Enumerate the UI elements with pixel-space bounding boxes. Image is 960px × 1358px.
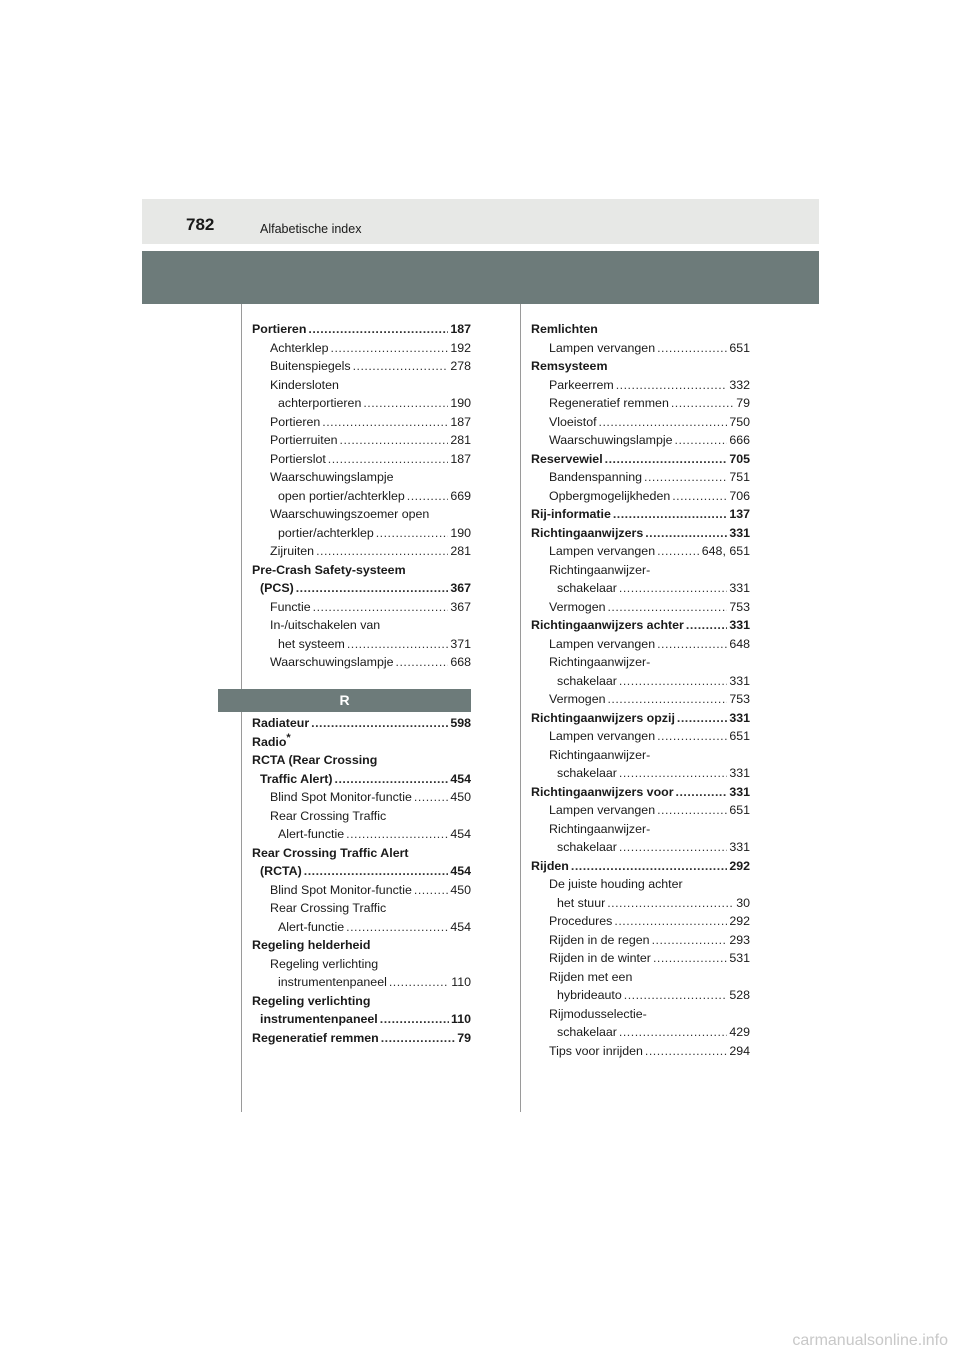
page-reference: 110 bbox=[451, 975, 471, 989]
entry-term: portier/achterklep bbox=[278, 525, 374, 540]
index-subentry bbox=[252, 899, 471, 918]
index-subentry bbox=[531, 635, 750, 654]
dot-leader bbox=[605, 450, 728, 469]
dot-leader bbox=[657, 635, 727, 654]
entry-term: het systeem bbox=[278, 636, 345, 651]
entry-term: Alert-functie bbox=[278, 919, 345, 934]
entry-term: Richtingaanwijzer- bbox=[549, 562, 651, 577]
dot-leader bbox=[657, 542, 700, 561]
page-reference: 450 bbox=[450, 790, 471, 804]
page-reference: 367 bbox=[450, 581, 471, 595]
dot-leader bbox=[599, 413, 728, 432]
entry-term: Remsysteem bbox=[531, 359, 608, 373]
entry-term: Rear Crossing Traffic bbox=[270, 808, 387, 823]
page-reference: 751 bbox=[729, 470, 750, 484]
entry-term: Waarschuwingslampje bbox=[270, 655, 394, 669]
index-subentry bbox=[252, 505, 471, 524]
entry-term: Lampen vervangen bbox=[549, 729, 656, 743]
entry-term: Reservewiel bbox=[531, 451, 603, 466]
page-reference: 705 bbox=[729, 451, 750, 466]
page-reference: 331 bbox=[729, 784, 750, 799]
page-reference: 331 bbox=[729, 525, 750, 540]
dot-leader bbox=[376, 524, 449, 543]
entry-term: Lampen vervangen bbox=[549, 636, 656, 651]
index-entry bbox=[252, 579, 471, 598]
index-subentry bbox=[252, 825, 471, 844]
index-subentry bbox=[531, 394, 750, 413]
dot-leader bbox=[671, 394, 734, 413]
index-subentry bbox=[252, 973, 471, 992]
entry-term: hybrideauto bbox=[557, 988, 622, 1002]
index-subentry bbox=[252, 881, 471, 900]
dot-leader bbox=[363, 394, 448, 413]
index-subentry bbox=[252, 394, 471, 413]
entry-term: Richtingaanwijzer- bbox=[549, 655, 651, 669]
index-column-1-bottom bbox=[252, 714, 471, 1047]
entry-term: het stuur bbox=[557, 895, 606, 910]
entry-term: Vermogen bbox=[549, 692, 606, 706]
entry-term: Portierslot bbox=[270, 451, 326, 466]
page-reference: 669 bbox=[450, 488, 471, 503]
entry-term: Rijmodusselectie- bbox=[549, 1006, 647, 1021]
page-reference: 278 bbox=[450, 359, 471, 373]
index-subentry bbox=[252, 918, 471, 937]
page-reference: 331 bbox=[729, 581, 750, 595]
dot-leader bbox=[672, 487, 727, 506]
index-subentry bbox=[531, 431, 750, 450]
header-dark-band bbox=[142, 251, 819, 304]
page-reference: 651 bbox=[729, 340, 750, 355]
entry-term: Regeling verlichting bbox=[270, 956, 379, 971]
page-reference: 281 bbox=[450, 433, 471, 447]
index-subentry bbox=[531, 413, 750, 432]
dot-leader bbox=[607, 690, 727, 709]
entry-term: De juiste houding achter bbox=[549, 877, 683, 891]
entry-term: Radio bbox=[252, 734, 287, 749]
entry-term: Richtingaanwijzers voor bbox=[531, 784, 674, 799]
entry-term: Vloeistof bbox=[549, 414, 597, 429]
index-subentry bbox=[531, 875, 750, 894]
dot-leader bbox=[296, 579, 449, 598]
entry-term: Lampen vervangen bbox=[549, 803, 656, 817]
index-subentry bbox=[252, 339, 471, 358]
index-subentry bbox=[531, 339, 750, 358]
dot-leader bbox=[346, 825, 448, 844]
watermark: carmanualsonline.info bbox=[792, 1332, 948, 1349]
entry-term: Functie bbox=[270, 599, 311, 614]
page-reference: 648, 651 bbox=[701, 544, 750, 558]
page-reference: 706 bbox=[729, 488, 750, 503]
dot-leader bbox=[414, 788, 448, 807]
entry-term: (RCTA) bbox=[260, 864, 302, 878]
index-entry bbox=[531, 524, 750, 543]
index-subentry bbox=[531, 894, 750, 913]
dot-leader bbox=[644, 468, 727, 487]
page-reference: 332 bbox=[729, 377, 750, 392]
entry-term: Bandenspanning bbox=[549, 470, 643, 484]
page-reference: 192 bbox=[450, 340, 471, 355]
entry-term: instrumentenpaneel bbox=[278, 975, 387, 989]
entry-term: Procedures bbox=[549, 914, 613, 928]
dot-leader bbox=[313, 598, 449, 617]
index-subentry bbox=[531, 838, 750, 857]
index-entry bbox=[252, 320, 471, 339]
index-subentry bbox=[252, 807, 471, 826]
index-subentry bbox=[252, 524, 471, 543]
index-subentry bbox=[531, 820, 750, 839]
index-subentry bbox=[252, 653, 471, 672]
entry-term: Rijden in de winter bbox=[549, 951, 651, 965]
dot-leader bbox=[353, 357, 449, 376]
entry-term: Richtingaanwijzer- bbox=[549, 747, 651, 762]
entry-term: schakelaar bbox=[557, 840, 617, 854]
index-subentry bbox=[531, 968, 750, 987]
index-subentry bbox=[531, 764, 750, 783]
page-reference: 292 bbox=[729, 914, 750, 928]
index-entry bbox=[252, 751, 471, 770]
index-subentry bbox=[252, 616, 471, 635]
index-subentry bbox=[531, 1042, 750, 1061]
dot-leader bbox=[381, 1029, 455, 1048]
dot-leader bbox=[331, 339, 449, 358]
page-reference: 281 bbox=[450, 544, 471, 558]
entry-term: Richtingaanwijzer- bbox=[549, 821, 651, 836]
page-reference: 753 bbox=[729, 599, 750, 614]
index-subentry bbox=[531, 561, 750, 580]
index-entry bbox=[252, 561, 471, 580]
entry-term: schakelaar bbox=[557, 581, 617, 595]
index-subentry bbox=[531, 912, 750, 931]
dot-leader bbox=[407, 487, 449, 506]
index-entry bbox=[531, 450, 750, 469]
index-subentry bbox=[531, 598, 750, 617]
page-reference: 294 bbox=[729, 1043, 750, 1058]
dot-leader bbox=[346, 918, 448, 937]
page-reference: 190 bbox=[450, 525, 471, 540]
entry-term: Pre-Crash Safety-systeem bbox=[252, 562, 406, 577]
dot-leader bbox=[613, 505, 727, 524]
index-entry bbox=[252, 770, 471, 789]
index-subentry bbox=[531, 487, 750, 506]
entry-term: Buitenspiegels bbox=[270, 359, 351, 373]
entry-term: Portieren bbox=[252, 322, 307, 336]
dot-leader bbox=[619, 838, 727, 857]
index-entry bbox=[252, 714, 471, 733]
entry-term: Rear Crossing Traffic Alert bbox=[252, 845, 409, 860]
dot-leader bbox=[619, 1023, 727, 1042]
entry-term: schakelaar bbox=[557, 673, 617, 688]
page-reference: 651 bbox=[729, 729, 750, 743]
entry-term: Zijruiten bbox=[270, 544, 315, 558]
entry-term: schakelaar bbox=[557, 1025, 617, 1039]
dot-leader bbox=[645, 1042, 727, 1061]
index-subentry bbox=[252, 788, 471, 807]
index-subentry bbox=[531, 653, 750, 672]
dot-leader bbox=[316, 542, 448, 561]
index-entry bbox=[252, 733, 471, 752]
dot-leader bbox=[328, 450, 449, 469]
entry-term: Traffic Alert) bbox=[260, 771, 333, 786]
page-reference: 651 bbox=[729, 803, 750, 817]
page-reference: 110 bbox=[451, 1012, 471, 1026]
entry-term: RCTA (Rear Crossing bbox=[252, 753, 378, 767]
page-reference: 454 bbox=[450, 919, 471, 934]
index-subentry bbox=[252, 955, 471, 974]
page-reference: 187 bbox=[450, 414, 471, 429]
entry-term: Remlichten bbox=[531, 322, 598, 336]
index-column-2 bbox=[531, 320, 750, 1060]
entry-term: Parkeerrem bbox=[549, 377, 614, 392]
index-subentry bbox=[531, 746, 750, 765]
entry-term: Opbergmogelijkheden bbox=[549, 488, 671, 503]
entry-term: Rijden met een bbox=[549, 969, 633, 984]
page-reference: 331 bbox=[729, 618, 750, 632]
index-subentry bbox=[252, 450, 471, 469]
entry-term: Richtingaanwijzers opzij bbox=[531, 710, 675, 725]
dot-leader bbox=[607, 894, 734, 913]
entry-term: Lampen vervangen bbox=[549, 544, 656, 558]
page-reference: 454 bbox=[450, 864, 471, 878]
index-entry bbox=[252, 936, 471, 955]
index-column-1-top bbox=[252, 320, 471, 672]
entry-term: open portier/achterklep bbox=[278, 488, 405, 503]
page-reference: 331 bbox=[729, 840, 750, 854]
index-entry bbox=[252, 992, 471, 1011]
entry-term: Regeneratief remmen bbox=[252, 1030, 379, 1045]
page-reference: 79 bbox=[736, 396, 750, 410]
page-number: 782 bbox=[186, 215, 215, 234]
entry-term: Alert-functie bbox=[278, 827, 345, 841]
page-reference: 454 bbox=[450, 827, 471, 841]
entry-term: Regeling verlichting bbox=[252, 993, 371, 1008]
index-subentry bbox=[252, 357, 471, 376]
page-reference: 450 bbox=[450, 882, 471, 897]
page-reference: 137 bbox=[729, 507, 750, 521]
index-subentry bbox=[531, 690, 750, 709]
index-entry bbox=[531, 857, 750, 876]
entry-term: Portierruiten bbox=[270, 433, 338, 447]
dot-leader bbox=[657, 339, 727, 358]
index-subentry bbox=[252, 598, 471, 617]
entry-term: achterportieren bbox=[278, 396, 362, 410]
dot-leader bbox=[652, 931, 728, 950]
dot-leader bbox=[571, 857, 727, 876]
index-subentry bbox=[252, 413, 471, 432]
entry-term: Regeneratief remmen bbox=[549, 396, 669, 410]
index-subentry bbox=[531, 949, 750, 968]
dot-leader bbox=[311, 714, 448, 733]
entry-term: Tips voor inrijden bbox=[549, 1043, 643, 1058]
entry-term: Regeling helderheid bbox=[252, 938, 371, 952]
page-reference: 30 bbox=[736, 895, 750, 910]
page-reference: 79 bbox=[457, 1030, 471, 1045]
entry-term: Richtingaanwijzers bbox=[531, 525, 644, 540]
page-reference: 750 bbox=[729, 414, 750, 429]
entry-term: Blind Spot Monitor-functie bbox=[270, 790, 412, 804]
dot-leader bbox=[308, 320, 448, 339]
dot-leader bbox=[380, 1010, 449, 1029]
dot-leader bbox=[619, 579, 727, 598]
entry-term: Blind Spot Monitor-functie bbox=[270, 882, 412, 897]
index-subentry bbox=[252, 431, 471, 450]
index-subentry bbox=[531, 801, 750, 820]
entry-term: Radiateur bbox=[252, 716, 310, 730]
entry-term: (PCS) bbox=[260, 581, 294, 595]
page-reference: 666 bbox=[729, 433, 750, 447]
index-subentry bbox=[531, 672, 750, 691]
entry-term: Kindersloten bbox=[270, 377, 339, 392]
header-band bbox=[142, 199, 819, 244]
index-entry bbox=[531, 320, 750, 339]
dot-leader bbox=[657, 727, 727, 746]
entry-term: Rijden bbox=[531, 858, 569, 873]
index-entry bbox=[531, 505, 750, 524]
entry-term: Rear Crossing Traffic bbox=[270, 901, 387, 915]
dot-leader bbox=[619, 764, 727, 783]
page-reference: 528 bbox=[729, 988, 750, 1002]
page-reference: 331 bbox=[729, 766, 750, 780]
dot-leader bbox=[335, 770, 449, 789]
index-subentry bbox=[252, 635, 471, 654]
dot-leader bbox=[396, 653, 449, 672]
dot-leader bbox=[677, 709, 727, 728]
index-subentry bbox=[252, 542, 471, 561]
index-entry bbox=[531, 783, 750, 802]
page-reference: 531 bbox=[729, 951, 750, 965]
index-subentry bbox=[531, 727, 750, 746]
index-subentry bbox=[531, 468, 750, 487]
entry-term: Waarschuwingslampje bbox=[549, 433, 673, 447]
page-reference: 292 bbox=[729, 858, 750, 873]
column-divider-middle bbox=[520, 304, 521, 1112]
letter-heading-r: R bbox=[218, 689, 471, 712]
index-entry bbox=[252, 1029, 471, 1048]
index-subentry bbox=[252, 468, 471, 487]
dot-leader bbox=[645, 524, 727, 543]
page-reference: 293 bbox=[729, 932, 750, 947]
entry-term: Waarschuwingszoemer open bbox=[270, 507, 430, 521]
page-reference: 367 bbox=[450, 599, 471, 614]
dot-leader bbox=[653, 949, 727, 968]
dot-leader bbox=[347, 635, 449, 654]
page-reference: 187 bbox=[450, 322, 471, 336]
index-subentry bbox=[252, 487, 471, 506]
index-subentry bbox=[531, 376, 750, 395]
page-reference: 190 bbox=[450, 396, 471, 410]
dot-leader bbox=[616, 376, 728, 395]
dot-leader bbox=[340, 431, 449, 450]
index-entry bbox=[531, 709, 750, 728]
page-reference: 371 bbox=[450, 636, 471, 651]
dot-leader bbox=[624, 986, 728, 1005]
dot-leader bbox=[614, 912, 727, 931]
dot-leader bbox=[304, 862, 449, 881]
entry-term: Vermogen bbox=[549, 599, 606, 614]
index-entry bbox=[531, 357, 750, 376]
page-reference: 331 bbox=[729, 673, 750, 688]
dot-leader bbox=[676, 783, 728, 802]
page-reference: 668 bbox=[450, 655, 471, 669]
page-reference: 598 bbox=[450, 716, 471, 730]
index-subentry bbox=[531, 542, 750, 561]
index-entry bbox=[252, 1010, 471, 1029]
page-reference: 331 bbox=[729, 710, 750, 725]
entry-term: Waarschuwingslampje bbox=[270, 470, 394, 484]
dot-leader bbox=[414, 881, 448, 900]
dot-leader bbox=[686, 616, 727, 635]
index-subentry bbox=[531, 1023, 750, 1042]
entry-term: Rijden in de regen bbox=[549, 932, 650, 947]
index-entry bbox=[252, 844, 471, 863]
page-reference: 753 bbox=[729, 692, 750, 706]
footnote-mark: * bbox=[286, 731, 291, 744]
index-subentry bbox=[531, 931, 750, 950]
page-reference: 648 bbox=[729, 636, 750, 651]
entry-term: Achterklep bbox=[270, 340, 329, 355]
dot-leader bbox=[389, 973, 449, 992]
page-reference: 187 bbox=[450, 451, 471, 466]
entry-term: Lampen vervangen bbox=[549, 340, 656, 355]
dot-leader bbox=[322, 413, 448, 432]
dot-leader bbox=[657, 801, 727, 820]
entry-term: Portieren bbox=[270, 414, 321, 429]
index-subentry bbox=[531, 986, 750, 1005]
dot-leader bbox=[607, 598, 727, 617]
index-subentry bbox=[531, 579, 750, 598]
index-subentry bbox=[531, 1005, 750, 1024]
entry-term: In-/uitschakelen van bbox=[270, 618, 381, 632]
index-entry bbox=[531, 616, 750, 635]
entry-term: schakelaar bbox=[557, 766, 617, 780]
page-reference: 429 bbox=[729, 1025, 750, 1039]
entry-term: Rij-informatie bbox=[531, 507, 611, 521]
page-reference: 454 bbox=[450, 771, 471, 786]
dot-leader bbox=[619, 672, 727, 691]
dot-leader bbox=[675, 431, 728, 450]
entry-term: instrumentenpaneel bbox=[260, 1012, 378, 1026]
entry-term: Richtingaanwijzers achter bbox=[531, 618, 684, 632]
section-title: Alfabetische index bbox=[260, 222, 362, 236]
index-subentry bbox=[252, 376, 471, 395]
index-entry bbox=[252, 862, 471, 881]
